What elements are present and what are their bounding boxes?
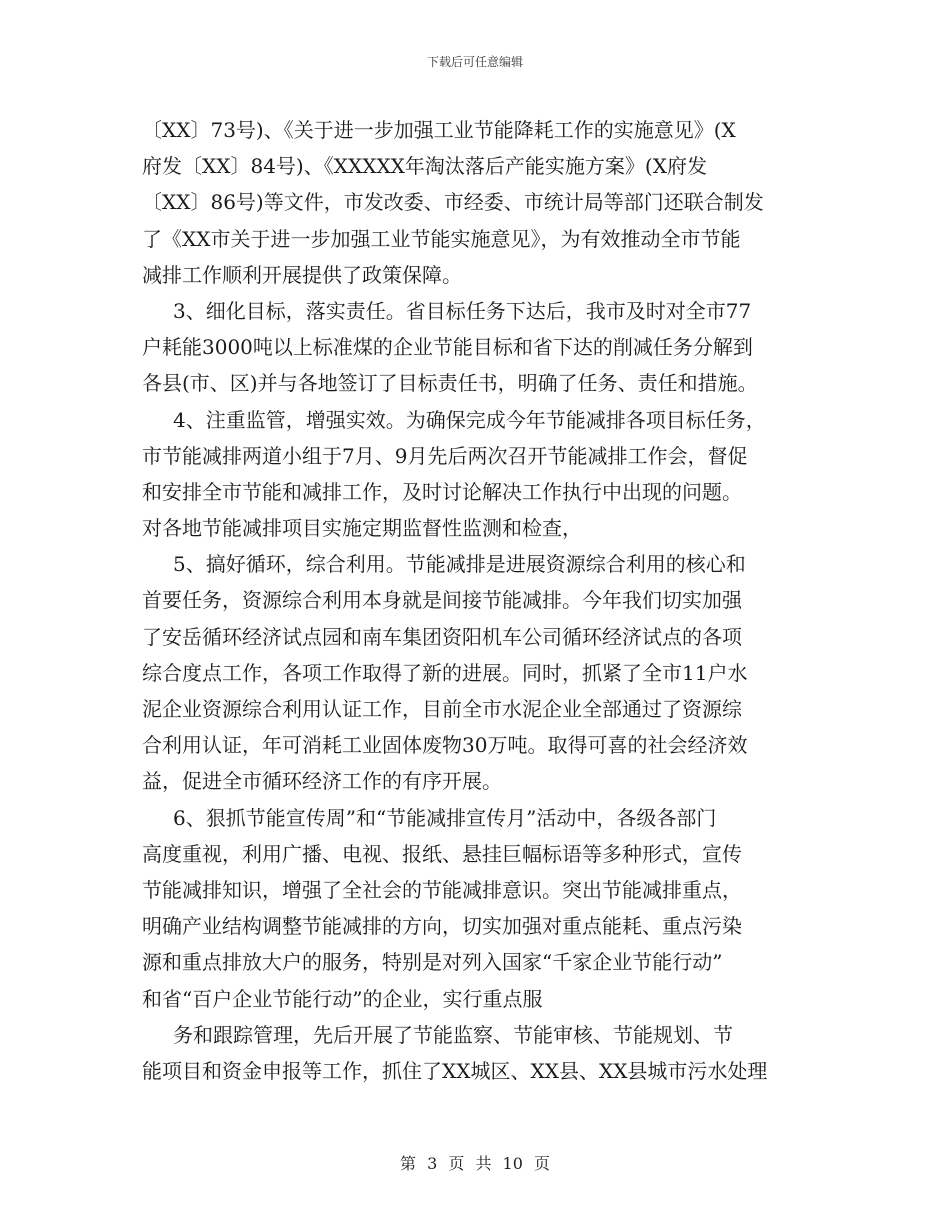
text-line: 4、注重监管，增强实效。为确保完成今年节能减排各项目标任务， <box>173 407 766 432</box>
text-line: 和安排全市节能和减排工作，及时讨论解决工作执行中出现的问题。 <box>142 479 742 504</box>
text-line: 〔XX〕73号)、《关于进一步加强工业节能降耗工作的实施意见》(X <box>142 118 736 142</box>
text-line: 明确产业结构调整节能减排的方向，切实加强对重点能耗、重点污染 <box>142 914 742 939</box>
text-line: 和省“百户企业节能行动”的企业，实行重点服 <box>142 986 543 1011</box>
text-line: 3、细化目标，落实责任。省目标任务下达后，我市及时对全市77 <box>173 298 752 323</box>
text-line: 合利用认证，年可消耗工业固体废物30万吨。取得可喜的社会经济效 <box>142 733 748 758</box>
text-line: 务和跟踪管理，先后开展了节能监察、节能审核、节能规划、节 <box>173 1022 733 1047</box>
text-line: 市节能减排两道小组于7月、9月先后两次召开节能减排工作会，督促 <box>142 443 748 468</box>
text-line: 了《XX市关于进一步加强工业节能实施意见》，为有效推动全市节能 <box>142 226 741 251</box>
text-line: 减排工作顺利开展提供了政策保障。 <box>142 262 462 287</box>
text-line: 泥企业资源综合利用认证工作，目前全市水泥企业全部通过了资源综 <box>142 697 742 721</box>
text-line: 府发〔XX〕84号)、《XXXXX年淘汰落后产能实施方案》(X府发 <box>142 154 707 179</box>
text-line: 高度重视，利用广播、电视、报纸、悬挂巨幅标语等多种形式，宣传 <box>142 841 742 866</box>
text-line: 益，促进全市循环经济工作的有序开展。 <box>142 769 502 794</box>
text-line: 5、搞好循环，综合利用。节能减排是进展资源综合利用的核心和 <box>173 552 746 577</box>
text-line: 〔XX〕86号)等文件，市发改委、市经委、市统计局等部门还联合制发 <box>142 190 764 215</box>
text-line: 源和重点排放大户的服务，特别是对列入国家“千家企业节能行动” <box>142 950 723 975</box>
text-line: 各县(市、区)并与各地签订了目标责任书，明确了任务、责任和措施。 <box>142 371 758 396</box>
text-line: 首要任务，资源综合利用本身就是间接节能减排。今年我们切实加强 <box>142 588 742 613</box>
text-line: 6、狠抓节能宣传周”和“节能减排宣传月”活动中，各级各部门 <box>173 805 717 830</box>
text-line: 能项目和资金申报等工作，抓住了XX城区、XX县、XX县城市污水处理 <box>142 1058 768 1083</box>
text-line: 对各地节能减排项目实施定期监督性监测和检查， <box>142 516 582 541</box>
text-line: 综合度点工作，各项工作取得了新的进展。同时，抓紧了全市11户水 <box>142 660 748 685</box>
text-line: 了安岳循环经济试点园和南车集团资阳机车公司循环经济试点的各项 <box>142 624 742 649</box>
text-line: 户耗能3000吨以上标准煤的企业节能目标和省下达的削减任务分解到 <box>142 335 753 360</box>
page-footer: 第 3 页 共 10 页 <box>400 1154 550 1173</box>
document-body <box>142 112 814 1089</box>
text-line: 节能减排知识，增强了全社会的节能减排意识。突出节能减排重点， <box>142 877 742 902</box>
page-header: 下载后可任意编辑 <box>426 55 523 69</box>
